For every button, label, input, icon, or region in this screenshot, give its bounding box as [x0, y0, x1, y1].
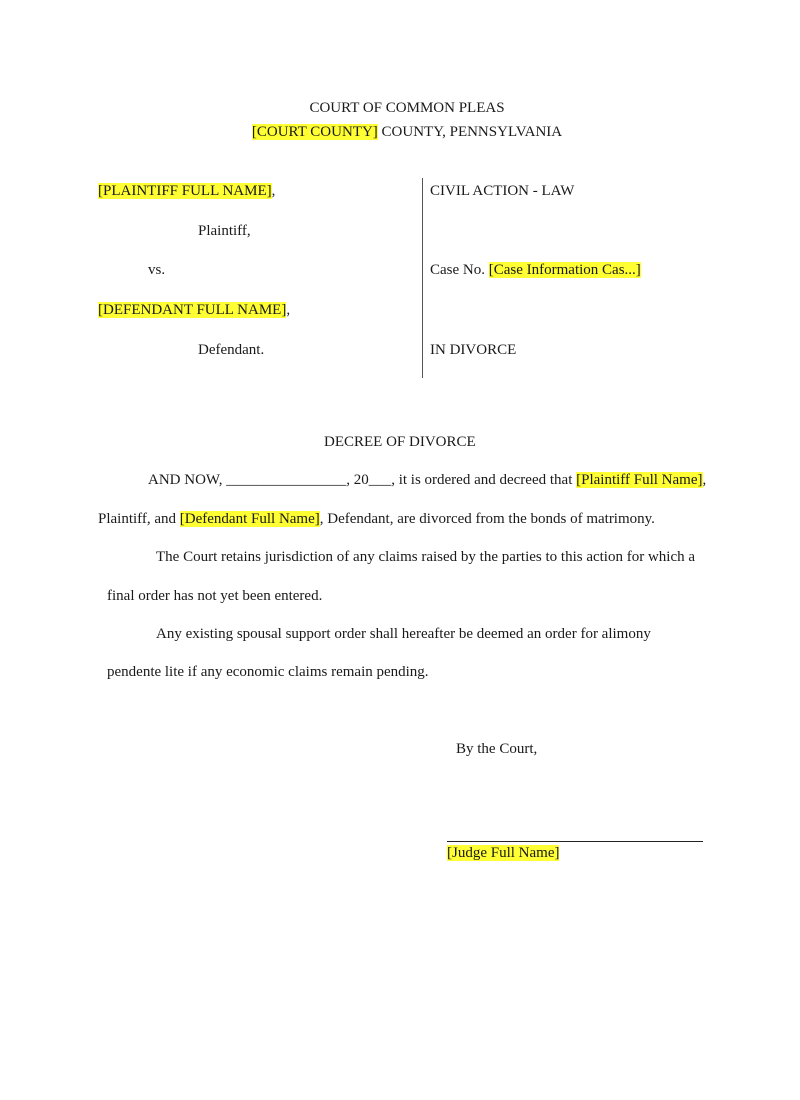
- matter-type: IN DIVORCE: [430, 342, 517, 358]
- decree-defendant-field[interactable]: [Defendant Full Name]: [179, 511, 320, 527]
- defendant-name-line: [DEFENDANT FULL NAME],: [98, 302, 291, 318]
- versus-label: vs.: [148, 262, 166, 278]
- defendant-role: Defendant.: [198, 342, 265, 358]
- decree-title: DECREE OF DIVORCE: [324, 434, 476, 450]
- decree-paragraph-1-line-1: AND NOW, ________________, 20___, it is ordered and decreed that [Plaintiff Full Name],: [148, 472, 707, 488]
- decree-plaintiff-field[interactable]: [Plaintiff Full Name]: [576, 472, 703, 488]
- case-number-field[interactable]: [Case Information Cas...]: [488, 262, 641, 278]
- case-number-line: Case No. [Case Information Cas...]: [430, 262, 641, 278]
- court-name: COURT OF COMMON PLEAS: [309, 100, 505, 116]
- court-county-field[interactable]: [COURT COUNTY]: [251, 124, 378, 140]
- judge-name-line: [447, 844, 559, 862]
- court-county-line: [COURT COUNTY] COUNTY, PENNSYLVANIA: [251, 124, 563, 140]
- plaintiff-role: Plaintiff,: [198, 223, 251, 239]
- decree-paragraph-3-line-1: Any existing spousal support order shall hereafter be deemed an order for alimony: [156, 626, 651, 642]
- defendant-name-field[interactable]: [DEFENDANT FULL NAME]: [98, 302, 287, 318]
- decree-paragraph-3-line-2: pendente lite if any economic claims remain pending.: [107, 664, 429, 680]
- decree-paragraph-2-line-1: The Court retains jurisdiction of any claims raised by the parties to this action for which a: [156, 549, 696, 565]
- plaintiff-name-field[interactable]: [PLAINTIFF FULL NAME]: [98, 183, 272, 199]
- caption-divider: [422, 178, 423, 378]
- plaintiff-name-line: [PLAINTIFF FULL NAME],: [98, 183, 276, 199]
- signature-line[interactable]: [447, 841, 703, 842]
- decree-paragraph-2-line-2: final order has not yet been entered.: [107, 588, 323, 604]
- judge-name-field[interactable]: [Judge Full Name]: [447, 845, 560, 861]
- decree-paragraph-1-line-2: Plaintiff, and [Defendant Full Name], Defendant, are divorced from the bonds of matrimony.: [98, 511, 655, 527]
- by-the-court: By the Court,: [456, 741, 538, 757]
- action-type: CIVIL ACTION - LAW: [430, 183, 575, 199]
